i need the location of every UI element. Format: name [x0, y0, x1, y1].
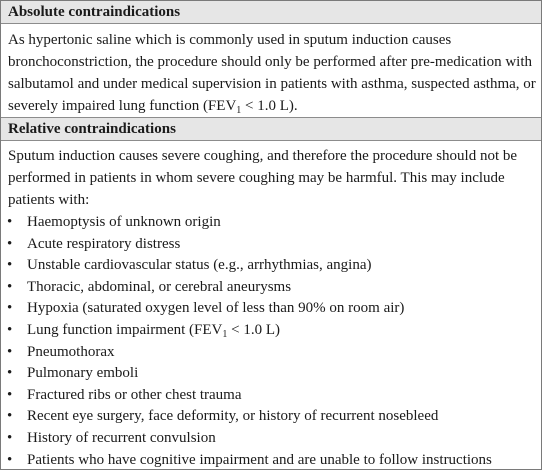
- list-item-label: Lung function impairment (FEV: [27, 322, 223, 338]
- list-item-label: Unstable cardiovascular status (e.g., arrhythmias, angina): [27, 257, 372, 274]
- bullet-icon: •: [7, 257, 13, 274]
- bullet-icon: •: [7, 300, 13, 317]
- list-item-text: [27, 319, 280, 341]
- list-item: [1, 233, 541, 255]
- fev-subscript: 1: [222, 329, 228, 340]
- list-item-text: [27, 341, 115, 363]
- list-item-label: Thoracic, abdominal, or cerebral aneurysms: [27, 278, 292, 295]
- list-item: [1, 405, 541, 427]
- list-item-text: [27, 297, 404, 319]
- list-item: [1, 341, 541, 363]
- list-item-label: Pneumothorax: [27, 343, 115, 360]
- divider: [1, 140, 541, 141]
- bullet-icon: •: [7, 235, 13, 252]
- list-item: [1, 276, 541, 298]
- list-item-label: Pulmonary emboli: [27, 365, 139, 382]
- fev-subscript: 1: [236, 105, 242, 116]
- bullet-icon: •: [7, 214, 13, 230]
- absolute-contraindications-text: [8, 29, 536, 117]
- list-item-label: History of recurrent convulsion: [27, 430, 216, 446]
- list-item: [1, 254, 541, 276]
- bullet-icon: •: [7, 408, 13, 425]
- list-item-label: Hypoxia (saturated oxygen level of less than 90% on room air): [27, 300, 405, 317]
- bullet-icon: •: [7, 451, 13, 468]
- relative-contraindications-intro: Sputum induction causes severe coughing, and therefore the procedure should not be performed in patients in whom severe coughing may be harmful. This may include patients with:: [8, 148, 518, 208]
- bullet-icon: •: [7, 278, 13, 295]
- list-item: [1, 449, 541, 471]
- list-item-text: [27, 405, 438, 427]
- list-item-label: Haemoptysis of unknown origin: [27, 214, 221, 230]
- list-item: [1, 384, 541, 406]
- list-item-text: [27, 449, 492, 471]
- absolute-text-main: As hypertonic saline which is commonly used in sputum induction causes bronchoconstriction, the procedure should only be performed after pre-medication with salbutamol and under medical supervision in patients with asthma, suspected asthma, or severely impaired lung function (FEV: [8, 32, 536, 114]
- list-item-label: Patients who have cognitive impairment and are unable to follow instructions: [27, 451, 492, 468]
- list-item-text: [27, 233, 180, 255]
- list-item-text: [27, 276, 291, 298]
- bullet-icon: •: [7, 430, 13, 446]
- list-item: [1, 211, 541, 233]
- list-item-label: Fractured ribs or other chest trauma: [27, 386, 242, 403]
- relative-contraindications-header: Relative contraindications: [1, 118, 541, 140]
- divider: [1, 23, 541, 24]
- absolute-contraindications-header: Absolute contraindications: [1, 1, 541, 23]
- list-item: [1, 362, 541, 384]
- list-item-label: Acute respiratory distress: [27, 235, 181, 252]
- list-item-text: [27, 254, 371, 276]
- list-item-text: [27, 362, 138, 384]
- list-item-text: [27, 384, 242, 406]
- list-item-label: Recent eye surgery, face deformity, or history of recurrent nosebleed: [27, 408, 439, 425]
- absolute-text-end: < 1.0 L).: [241, 98, 298, 114]
- list-item-label-end: < 1.0 L): [227, 322, 281, 338]
- bullet-icon: •: [7, 343, 13, 360]
- bullet-icon: •: [7, 322, 13, 338]
- bullet-icon: •: [7, 365, 13, 382]
- list-item: [1, 297, 541, 319]
- list-item: [1, 319, 541, 341]
- list-item: [1, 427, 541, 449]
- bullet-icon: •: [7, 386, 13, 403]
- list-item-text: [27, 211, 221, 233]
- list-item-text: [27, 427, 216, 449]
